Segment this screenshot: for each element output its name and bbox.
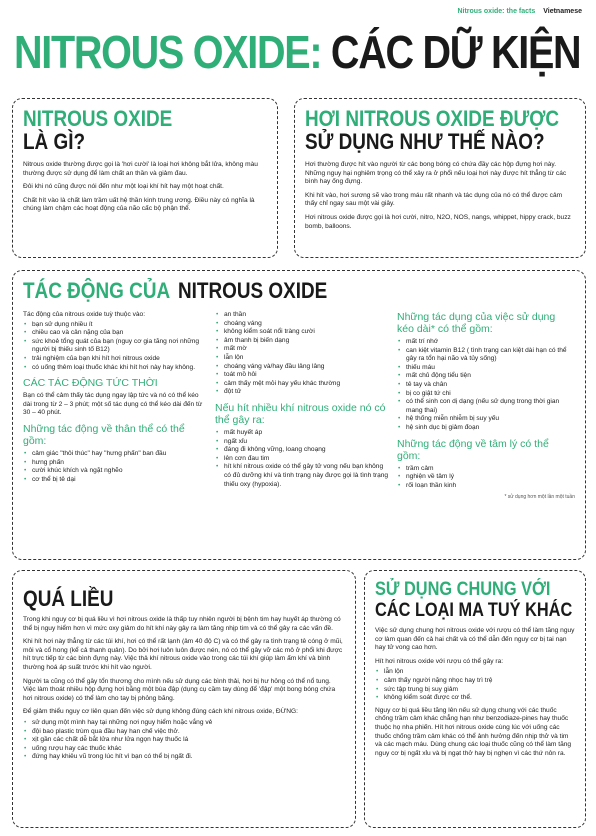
effects-column-3	[397, 311, 575, 500]
list	[23, 321, 207, 373]
list-item: • can kiệt vitamin B12 ( tình trạng can kiệt dài hạn có thể gây ra tổn hại não và tủy sống)	[406, 347, 575, 364]
section-heading: QUÁ LIỀU	[23, 586, 114, 611]
page-title-green: NITROUS OXIDE:	[14, 26, 322, 78]
paragraph: Nguy cơ bị quá liều tăng lên nếu sử dụng chung với các thuốc chống trầm cảm khác chẳng hạn như benzodiaze-pines hay thuốc thuộc họ nha phiến. Hít hơi nitrous oxide cùng lúc với uống các thuốc chống trầm cảm khác có thể ảnh hưởng đến nhịp thở và tim và các mạch máu. Dùng chung các loại thuốc cũng có thể làm tăng nguy cơ bị ngất xỉu và bị ngạt thở hay bị nghẹn vì các thứ nôn ra.	[375, 706, 572, 757]
paragraph: Người ta cũng có thể gây tổn thương cho mình nếu sử dụng các bình thải, hơi bị hư hỏng có thể nổ tung. Việc làm thoát nhiều hộp đựng hơi bằng một bùa đập (dụng cụ cầm tay dùng để 'đập' một bong bóng chứa hơi nitrous oxide) có thể làm cho tay bị phỏng băng.	[23, 677, 336, 702]
list-item: • uống rượu hay các thuốc khác	[32, 745, 345, 754]
section-heading: SỬ DỤNG CHUNG VỚI	[375, 579, 551, 600]
list-item: • ngất xỉu	[224, 438, 391, 447]
section-heading: NITROUS OXIDE	[23, 106, 173, 131]
paragraph: Để giảm thiểu nguy cơ liên quan đến việc sử dụng không đúng cách khí nitrous oxide, ĐỪNG:	[23, 708, 298, 716]
list-item: • bị co giật tứ chi	[406, 390, 575, 399]
list-item: • âm thanh bị biến dạng	[224, 337, 391, 346]
list-item: • chiều cao và cân nặng của bạn	[32, 329, 207, 338]
paragraph: Hơi thường được hít vào người từ các bong bóng có chứa đầy các hộp đựng hơi này. Những nguy hại nghiêm trọng có thể xảy ra ở phổi nếu loại hơi này được hít thẳng từ các bình hay ống đựng.	[305, 161, 567, 186]
section-with-other-drugs	[364, 570, 586, 828]
subheading: Những tác động về thân thể có thể gồm:	[23, 422, 185, 447]
list-item: • cơ thể bị tê dại	[32, 476, 207, 485]
list-item: • nghiện về tâm lý	[406, 473, 575, 482]
effects-column-1	[23, 311, 207, 488]
list-item: • sức khoẻ tổng quát của bạn (nguy cơ gia tăng nơi những người bị thiếu sinh tố B12)	[32, 338, 207, 355]
paragraph: Đôi khi nó cũng được nói đến như một loại khí hít hay một hoạt chất.	[23, 183, 224, 191]
list-item: • cảm thấy mệt mỏi hay yếu khác thường	[224, 380, 391, 389]
list	[23, 719, 345, 762]
paragraph: Hơi nitrous oxide được gọi là hơi cười, nitro, N2O, NOS, nangs, whippet, hippy crack, buzz bomb, balloons.	[305, 213, 571, 230]
list-item: • choáng váng	[224, 320, 391, 329]
list-item: • đội bao plastic trùm qua đầu hay han chế việc thở.	[32, 728, 345, 737]
list-item: • toát mồ hôi	[224, 371, 391, 380]
list-item: • lên cơn đau tim	[224, 455, 391, 464]
list-item: • xịt gần các chất dễ bắt lửa như lửa ngọn hay thuốc lá	[32, 736, 345, 745]
list-item: • hệ sinh dục bị giảm đoạn	[406, 424, 575, 433]
list-item: • rối loạn thần kinh	[406, 482, 575, 491]
list-item: • đứng hay khiêu vũ trong lúc hít vì bạn có thể bị ngất đi.	[32, 753, 345, 762]
section-overdose	[12, 570, 356, 828]
list-item: • hưng phấn	[32, 459, 207, 468]
list-item: • lẫn lộn	[224, 354, 391, 363]
section-heading: LÀ GÌ?	[23, 129, 86, 154]
list-item: • trầm cảm	[406, 465, 575, 474]
list-item: • cảm giác "thôi thúc" hay "hưng phấn" ban đầu	[32, 450, 207, 459]
list-item: • có uống thêm loại thuốc khác khi hít hơi này hay không.	[32, 364, 207, 373]
subheading: Những tác dụng của việc sử dụng kéo dài* có thể gồm:	[397, 311, 556, 335]
section-heading: TÁC ĐỘNG CỦA	[23, 278, 171, 303]
page-title	[14, 28, 580, 76]
paragraph: Nitrous oxide thường được gọi là 'hơi cười' là loại hơi không bắt lửa, không màu thường được sử dụng để làm chất an thần và giảm đau.	[23, 161, 258, 177]
subheading: CÁC TÁC ĐỘNG TỨC THỜI	[23, 377, 158, 390]
list-item: • lẫn lộn	[384, 668, 575, 677]
section-heading: CÁC LOẠI MA TUÝ KHÁC	[375, 600, 573, 621]
list-item: • không kiểm soát được cơ thể.	[384, 694, 575, 703]
list	[215, 429, 391, 489]
section-heading: HƠI NITROUS OXIDE ĐƯỢC	[305, 106, 560, 131]
list	[397, 465, 575, 491]
page-title-black: CÁC DỮ KIỆN	[330, 26, 581, 78]
paragraph: Trong khi nguy cơ bị quá liều vì hơi nitrous oxide là thấp tuy nhiên người bị bệnh tim hay huyết áp thường có thể bị nguy hiểm hơn vì mức oxy giảm do hít khí này gây ra làm tăng nhịp tim và có thể gây ra các vấn đề.	[23, 616, 341, 632]
brand-label: Nitrous oxide: the facts	[457, 8, 536, 15]
list-item: • sức tập trung bị suy giảm	[384, 686, 575, 695]
list-item: • tê tay và chân	[406, 381, 575, 390]
list-item: • đột tử	[224, 388, 391, 397]
list-item: • mất chủ động tiểu tiện	[406, 372, 575, 381]
list-item: • bạn sử dụng nhiều ít	[32, 321, 207, 330]
subheading: Những tác động về tâm lý có thể gồm:	[397, 437, 549, 462]
list-item: • mất mờ	[224, 345, 391, 354]
section-what-is	[12, 98, 278, 258]
paragraph: Tác động của nitrous oxide tuỳ thuộc vào:	[23, 311, 146, 318]
list-item: • không kiểm soát nổi tràng cười	[224, 328, 391, 337]
language-label: Vietnamese	[543, 8, 582, 15]
list	[23, 450, 207, 484]
list-item: • cảm thấy người nặng nhọc hay trì trệ	[384, 677, 575, 686]
list-item: • cười khúc khích và ngặt nghẽo	[32, 467, 207, 476]
list-item: • hệ thống miễn nhiễm bị suy yếu	[406, 415, 575, 424]
paragraph: Hít hơi nitrous oxide với rượu có thể gây ra:	[375, 657, 504, 665]
section-how-used	[294, 98, 586, 258]
section-heading: SỬ DỤNG NHƯ THẾ NÀO?	[305, 129, 545, 154]
paragraph: Khi hít vào, hơi sương sẽ vào trong máu rất nhanh và tác dụng của nó có thể được cảm thấy chỉ ngay sau một vài giây.	[305, 191, 563, 208]
list-item: • thiếu máu	[406, 364, 575, 373]
paragraph: Bạn có thể cảm thấy tác dụng ngay lập tức và nó có thể kéo dài trong từ 2 – 3 phút; một số tác dụng có thể kéo dài đến từ 30 – 40 phút.	[23, 392, 203, 417]
paragraph: Chất hít vào là chất làm trầm uất hệ thần kinh trung ương. Điều này có nghĩa là chúng làm chậm các hoạt động của não cấc bộ phận thể.	[23, 196, 255, 213]
subheading: Nếu hít nhiều khí nitrous oxide nó có thể gây ra:	[215, 401, 386, 426]
list	[215, 311, 391, 397]
section-heading: NITROUS OXIDE	[178, 278, 328, 303]
list-item: • mất trí nhớ	[406, 338, 575, 347]
list-item: • sử dụng một mình hay tại những nơi nguy hiểm hoặc vắng vẻ	[32, 719, 345, 728]
list	[397, 338, 575, 433]
paragraph: Việc sử dụng chung hơi nitrous oxide với rượu có thể làm tăng nguy cơ làm quan đến cả hai chất và có thể dẫn đến nguy cơ bị tai nạn hay tử vong cao hơn.	[375, 627, 575, 652]
list-item: • an thần	[224, 311, 391, 320]
list	[375, 668, 575, 702]
effects-column-2	[215, 311, 391, 493]
list-item: • hít khí nitrous oxide có thể gây tử vong nếu bạn không có đủ dưỡng khí và tình trạng này được gọi là tình trạng thiếu oxy (hypoxia).	[224, 463, 391, 489]
list-item: • trải nghiệm của bạn khi hít hơi nitrous oxide	[32, 355, 207, 364]
list-item: • mất huyết áp	[224, 429, 391, 438]
paragraph: Khi hít hơi này thẳng từ các túi khí, hơi có thể rất lạnh (âm 40 độ C) và có thể gây ra tình trạng tê cóng ở mũi, môi và cổ hong (kể cả thanh quản). Do bởi hơi luôn luôn được nén, nó có thể gây vỡ các mô ở phổi khi được hít trực tiếp từ các bình đựng này. Việc thả khí nitrous oxide vào trong các túi khí giúp làm ấm khí và bình thường hoá áp suất trước khi hít vào người.	[23, 638, 343, 671]
footnote: * sử dụng hơn một lần một tuần	[504, 494, 575, 501]
header-meta	[457, 8, 582, 15]
list-item: • đáng đi không vững, loang choạng	[224, 446, 391, 455]
list-item: • choáng váng và/hay đầu lâng lâng	[224, 363, 391, 372]
list-item: • có thể sinh con dị dạng (nếu sử dụng trong thời gian mang thai)	[406, 398, 575, 415]
section-effects	[12, 270, 586, 560]
